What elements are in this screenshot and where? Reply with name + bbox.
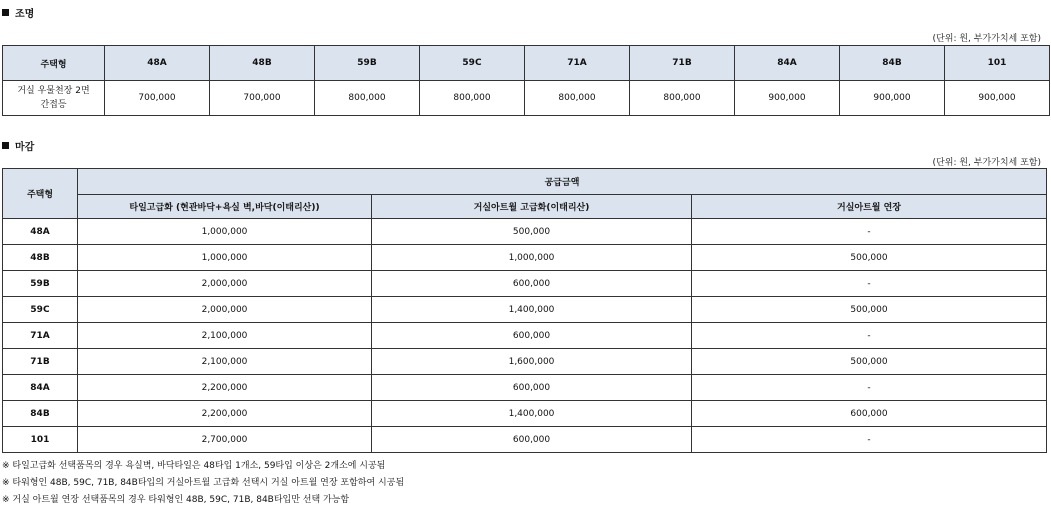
value-cell: 1,000,000 bbox=[78, 245, 372, 271]
finish-header-row bbox=[3, 169, 1047, 195]
section-title-text: 조명 bbox=[15, 9, 35, 20]
value-cell: - bbox=[692, 219, 1047, 245]
table-row bbox=[3, 375, 1047, 401]
value-cell: 600,000 bbox=[372, 323, 692, 349]
finish-subheader-row bbox=[3, 195, 1047, 219]
lighting-price-row bbox=[3, 81, 1050, 116]
value-cell: 600,000 bbox=[372, 427, 692, 453]
note-line: ※ 타일고급화 선택품목의 경우 욕실벽, 바닥타일은 48타입 1개소, 59타입 이상은 2개소에 시공됨 bbox=[2, 461, 386, 471]
value-cell: 600,000 bbox=[692, 401, 1047, 427]
table-row bbox=[3, 219, 1047, 245]
type-cell: 48A bbox=[3, 219, 78, 245]
header-cell: 거실아트월 연장 bbox=[692, 195, 1047, 219]
value-cell: 2,100,000 bbox=[78, 349, 372, 375]
lighting-table bbox=[2, 45, 1050, 116]
row-label bbox=[3, 81, 105, 116]
header-cell: 84A bbox=[735, 46, 840, 81]
table-row bbox=[3, 271, 1047, 297]
price-cell: 700,000 bbox=[210, 81, 315, 116]
header-type: 주택형 bbox=[3, 46, 105, 81]
unit-note-finish: (단위: 원, 부가가치세 포함) bbox=[932, 158, 1041, 168]
value-cell: 1,000,000 bbox=[78, 219, 372, 245]
table-row bbox=[3, 245, 1047, 271]
header-cell: 71A bbox=[525, 46, 630, 81]
price-cell: 900,000 bbox=[840, 81, 945, 116]
header-cell: 101 bbox=[945, 46, 1050, 81]
price-cell: 900,000 bbox=[945, 81, 1050, 116]
note-line: ※ 거실 아트월 연장 선택품목의 경우 타워형인 48B, 59C, 71B, 84B타입만 선택 가능함 bbox=[2, 495, 350, 505]
header-cell: 71B bbox=[630, 46, 735, 81]
price-cell: 800,000 bbox=[315, 81, 420, 116]
value-cell: 500,000 bbox=[692, 349, 1047, 375]
header-supply: 공급금액 bbox=[78, 169, 1047, 195]
table-row bbox=[3, 349, 1047, 375]
value-cell: - bbox=[692, 427, 1047, 453]
value-cell: - bbox=[692, 323, 1047, 349]
section-title-lighting bbox=[2, 5, 34, 20]
value-cell: 500,000 bbox=[692, 245, 1047, 271]
type-cell: 48B bbox=[3, 245, 78, 271]
value-cell: - bbox=[692, 375, 1047, 401]
row-label-line: 간접등 bbox=[40, 100, 67, 110]
value-cell: 500,000 bbox=[692, 297, 1047, 323]
table-row bbox=[3, 297, 1047, 323]
type-cell: 101 bbox=[3, 427, 78, 453]
type-cell: 84A bbox=[3, 375, 78, 401]
value-cell: 600,000 bbox=[372, 271, 692, 297]
header-cell: 48B bbox=[210, 46, 315, 81]
value-cell: 2,000,000 bbox=[78, 297, 372, 323]
value-cell: 600,000 bbox=[372, 375, 692, 401]
type-cell: 59B bbox=[3, 271, 78, 297]
value-cell: 500,000 bbox=[372, 219, 692, 245]
lighting-header-row bbox=[3, 46, 1050, 81]
type-cell: 71B bbox=[3, 349, 78, 375]
price-cell: 800,000 bbox=[630, 81, 735, 116]
value-cell: 2,200,000 bbox=[78, 375, 372, 401]
price-cell: 700,000 bbox=[105, 81, 210, 116]
header-cell: 84B bbox=[840, 46, 945, 81]
header-cell: 거실아트월 고급화(이태리산) bbox=[372, 195, 692, 219]
value-cell: - bbox=[692, 271, 1047, 297]
value-cell: 1,400,000 bbox=[372, 401, 692, 427]
price-cell: 800,000 bbox=[525, 81, 630, 116]
header-cell: 59C bbox=[420, 46, 525, 81]
bullet-square-icon bbox=[2, 9, 9, 16]
type-cell: 71A bbox=[3, 323, 78, 349]
value-cell: 1,400,000 bbox=[372, 297, 692, 323]
notes bbox=[2, 458, 404, 509]
header-cell: 타일고급화 (현관바닥+욕실 벽,바닥(이태리산)) bbox=[78, 195, 372, 219]
bullet-square-icon bbox=[2, 142, 9, 149]
table-row bbox=[3, 323, 1047, 349]
note-line: ※ 타워형인 48B, 59C, 71B, 84B타입의 거실아트월 고급화 선택시 거실 아트월 연장 포함하여 시공됨 bbox=[2, 478, 405, 488]
header-cell: 48A bbox=[105, 46, 210, 81]
value-cell: 2,000,000 bbox=[78, 271, 372, 297]
type-cell: 59C bbox=[3, 297, 78, 323]
price-cell: 900,000 bbox=[735, 81, 840, 116]
value-cell: 2,100,000 bbox=[78, 323, 372, 349]
value-cell: 2,700,000 bbox=[78, 427, 372, 453]
unit-note-lighting: (단위: 원, 부가가치세 포함) bbox=[932, 34, 1041, 44]
value-cell: 1,000,000 bbox=[372, 245, 692, 271]
header-cell: 59B bbox=[315, 46, 420, 81]
table-row bbox=[3, 427, 1047, 453]
section-title-finish bbox=[2, 138, 34, 153]
price-cell: 800,000 bbox=[420, 81, 525, 116]
finish-table bbox=[2, 168, 1047, 453]
value-cell: 2,200,000 bbox=[78, 401, 372, 427]
header-type: 주택형 bbox=[3, 169, 78, 219]
table-row bbox=[3, 401, 1047, 427]
value-cell: 1,600,000 bbox=[372, 349, 692, 375]
row-label-line: 거실 우물천장 2면 bbox=[17, 86, 90, 96]
section-title-text: 마감 bbox=[15, 142, 35, 153]
type-cell: 84B bbox=[3, 401, 78, 427]
